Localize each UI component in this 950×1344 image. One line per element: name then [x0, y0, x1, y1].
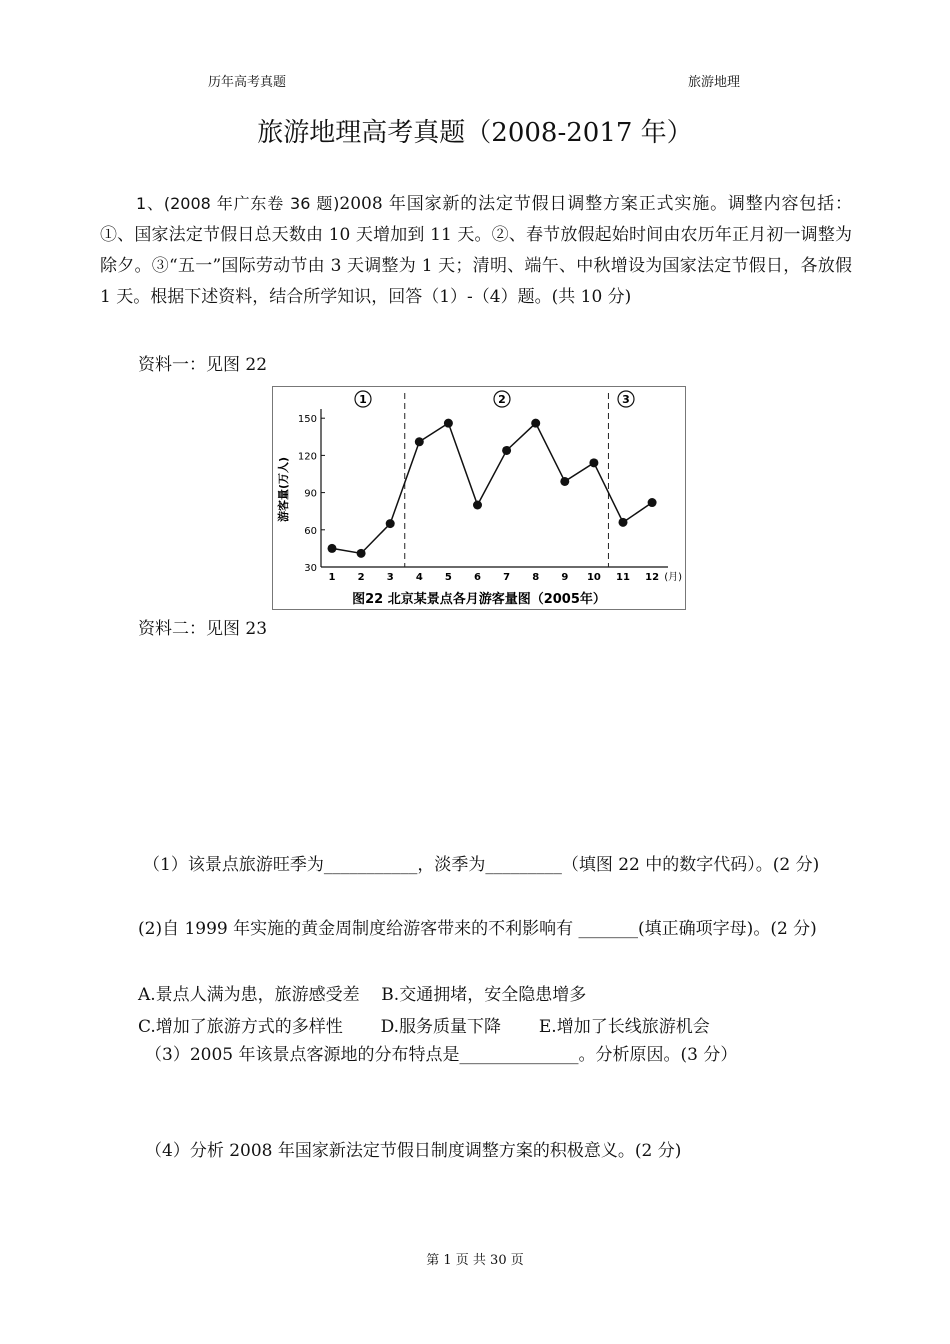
question-1-text: 2008 年国家新的法定节假日调整方案正式实施。调整内容包括：①、国家法定节假日总天数由 10 天增加到 11 天。②、春节放假起始时间由农历年正月初一调整为除夕。③“五一”国际劳动节由 3 天调整为 1 天；清明、端午、中秋增设为国家法定节假日，各放假 1 天。根据下述资料，结合所学知识，回答（1）-（4）题。(共 10 分): [100, 194, 852, 307]
x-tick-label: 12: [645, 572, 660, 583]
x-axis-unit: (月): [664, 572, 683, 583]
x-tick-label: 10: [586, 572, 601, 583]
x-tick-label: 7: [503, 572, 511, 583]
period-marker-2: 2: [498, 393, 506, 406]
chart-title: 图22 北京某景点各月游客量图（2005年）: [352, 592, 606, 607]
x-tick-label: 4: [415, 572, 423, 583]
figure-22: [272, 386, 686, 610]
x-tick-label: 5: [444, 572, 452, 583]
header-left: 历年高考真题: [208, 75, 287, 90]
sub-question-2: (2)自 1999 年实施的黄金周制度给游客带来的不利影响有 _______(填正确项字母)。(2 分): [138, 919, 817, 939]
y-tick-label: 30: [304, 563, 317, 574]
x-tick-label: 8: [532, 572, 540, 583]
data-point: [619, 518, 628, 527]
material-2-label: 资料二：见图 23: [138, 619, 268, 639]
data-point: [328, 544, 337, 553]
question-1-lead: 1、(2008 年广东卷 36 题): [136, 194, 340, 213]
x-tick-label: 3: [386, 572, 394, 583]
page-footer: 第 1 页 共 30 页: [426, 1253, 524, 1268]
period-marker-3: 3: [622, 393, 630, 406]
data-point: [444, 419, 453, 428]
sub-question-4: （4）分析 2008 年国家新法定节假日制度调整方案的积极意义。(2 分): [145, 1141, 682, 1161]
page-title: 旅游地理高考真题（2008-2017 年）: [257, 118, 693, 148]
x-tick-label: 2: [357, 572, 365, 583]
sub-question-2-options-line-2: C.增加了旅游方式的多样性 D.服务质量下降 E.增加了长线旅游机会: [138, 1017, 710, 1037]
series-line: [332, 423, 652, 553]
data-point: [473, 501, 482, 510]
data-point: [531, 419, 540, 428]
y-tick-label: 60: [304, 525, 317, 537]
x-tick-label: 11: [616, 572, 630, 583]
period-marker-1: 1: [359, 393, 367, 406]
y-tick-label: 150: [297, 414, 317, 426]
data-point: [589, 458, 598, 467]
sub-question-3: （3）2005 年该景点客源地的分布特点是______________。分析原因。(3 分）: [145, 1045, 738, 1065]
data-point: [648, 498, 657, 507]
y-axis-label: 游客量(万人): [277, 456, 290, 523]
data-point: [357, 549, 366, 558]
header-right: 旅游地理: [688, 75, 741, 90]
question-1-intro: [100, 188, 852, 313]
data-point: [560, 477, 569, 486]
y-tick-label: 90: [304, 488, 317, 500]
line-chart: [273, 387, 685, 609]
data-point: [502, 446, 511, 455]
sub-question-1: （1）该景点旅游旺季为___________，淡季为_________（填图 22 中的数字代码）。(2 分): [143, 855, 820, 875]
y-tick-label: 120: [297, 451, 317, 463]
x-tick-label: 6: [474, 572, 481, 583]
data-point: [386, 519, 395, 528]
sub-question-2-options-line-1: A.景点人满为患，旅游感受差 B.交通拥堵，安全隐患增多: [138, 985, 587, 1005]
data-point: [415, 437, 424, 446]
x-tick-label: 1: [328, 572, 336, 583]
x-tick-label: 9: [561, 572, 569, 583]
material-1-label: 资料一：见图 22: [138, 355, 268, 375]
